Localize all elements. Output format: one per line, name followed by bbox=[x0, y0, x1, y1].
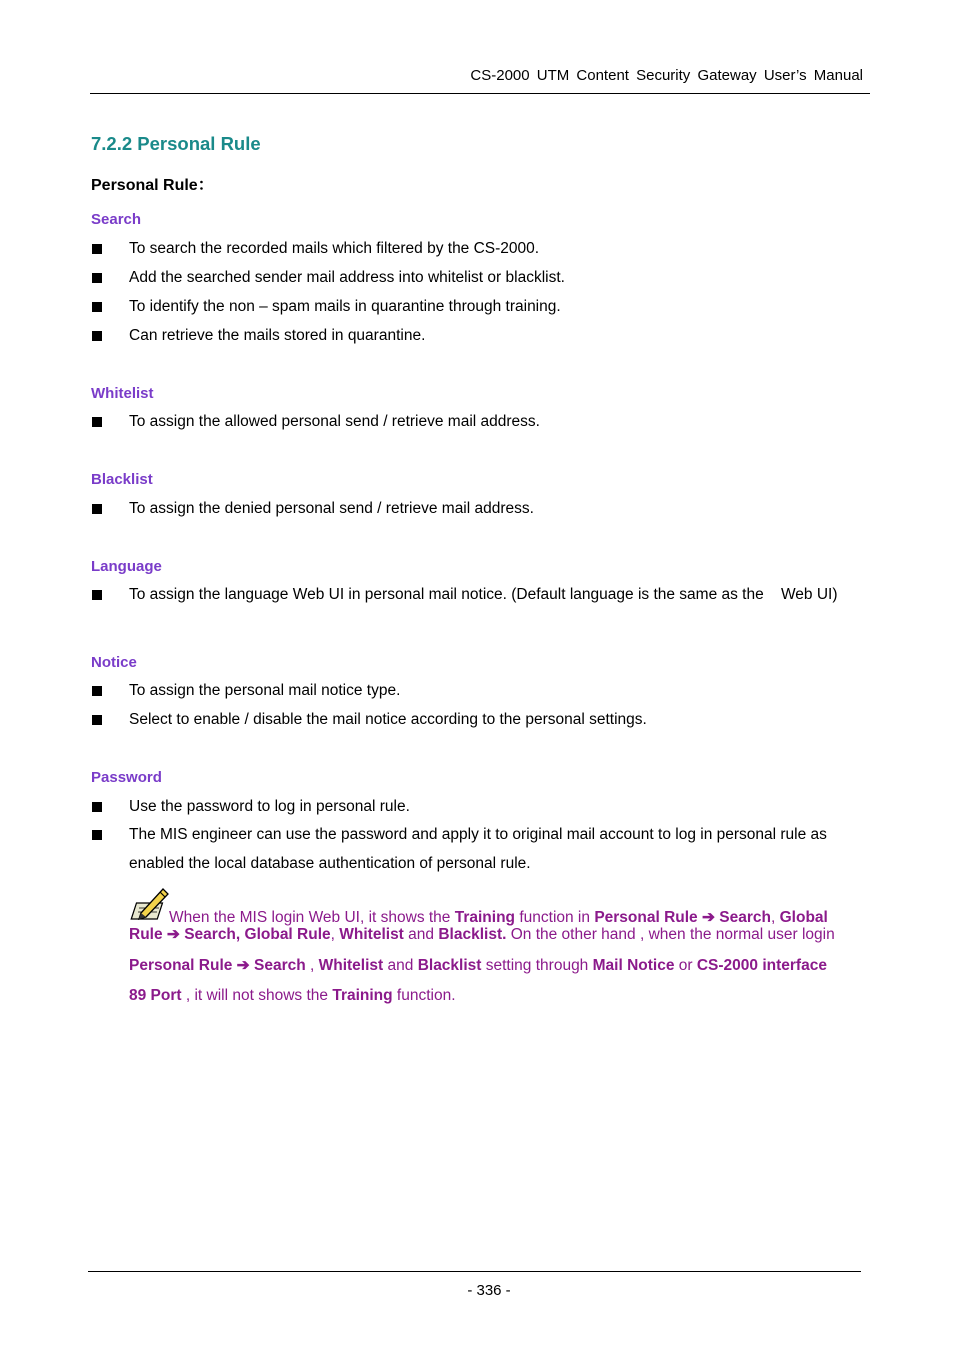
page-number: - 336 - bbox=[467, 1282, 511, 1299]
heading-password: Password bbox=[91, 769, 162, 786]
heading-notice: Notice bbox=[91, 654, 137, 671]
bullet-icon bbox=[92, 244, 102, 254]
bullet-icon bbox=[92, 331, 102, 341]
bullet-icon bbox=[92, 590, 102, 600]
list-item: To assign the personal mail notice type. bbox=[129, 682, 401, 699]
bullet-icon bbox=[92, 504, 102, 514]
bullet-icon bbox=[92, 273, 102, 283]
bullet-icon bbox=[92, 417, 102, 427]
bullet-icon bbox=[92, 830, 102, 840]
bullet-icon bbox=[92, 686, 102, 696]
list-item: enabled the local database authentication of personal rule. bbox=[129, 855, 531, 872]
list-item: Use the password to log in personal rule. bbox=[129, 798, 410, 815]
bullet-icon bbox=[92, 715, 102, 725]
bullet-icon bbox=[92, 802, 102, 812]
list-item: To assign the allowed personal send / retrieve mail address. bbox=[129, 413, 540, 430]
header-title: CS-2000 UTM Content Security Gateway User’s Manual bbox=[470, 67, 863, 84]
list-item: Add the searched sender mail address into whitelist or blacklist. bbox=[129, 269, 565, 286]
list-item: To identify the non – spam mails in quarantine through training. bbox=[129, 298, 561, 315]
heading-blacklist: Blacklist bbox=[91, 471, 153, 488]
list-item: Select to enable / disable the mail notice according to the personal settings. bbox=[129, 711, 647, 728]
heading-language: Language bbox=[91, 558, 162, 575]
list-item: Can retrieve the mails stored in quarantine. bbox=[129, 327, 426, 344]
footer-rule bbox=[88, 1271, 861, 1272]
heading-whitelist: Whitelist bbox=[91, 385, 154, 402]
section-title: 7.2.2 Personal Rule bbox=[91, 133, 261, 154]
bullet-icon bbox=[92, 302, 102, 312]
list-item: To assign the denied personal send / retrieve mail address. bbox=[129, 500, 534, 517]
list-item: To assign the language Web UI in personal mail notice. (Default language is the same as the Web UI) bbox=[129, 586, 838, 603]
section-subtitle: Personal Rule： bbox=[91, 177, 214, 194]
note-block: When the MIS login Web UI, it shows the Training function in Personal Rule ➔ Search, Global Rule ➔ Search, Global Rule, Whitelist and Blacklist. On the other hand , when the normal user login Personal Rule ➔ Search , Whitelist and Blacklist setting through Mail Notice or CS-2000 interface 89 Port , it will not shows the Training function. bbox=[129, 886, 869, 1012]
list-item: The MIS engineer can use the password and apply it to original mail account to log in personal rule as bbox=[129, 826, 827, 843]
list-item: To search the recorded mails which filtered by the CS-2000. bbox=[129, 240, 540, 257]
heading-search: Search bbox=[91, 211, 142, 228]
header-rule bbox=[90, 93, 870, 94]
